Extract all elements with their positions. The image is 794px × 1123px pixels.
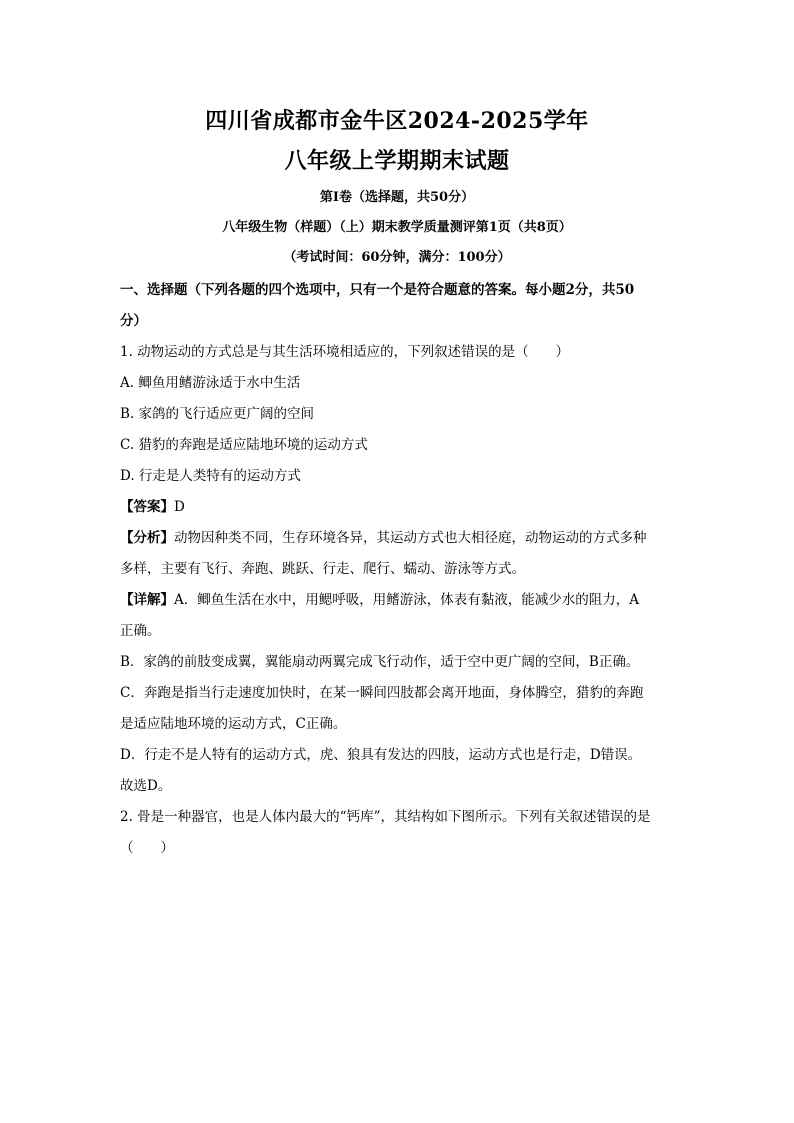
- detail-line2: 正确。: [120, 623, 161, 639]
- detail-label: 【详解】: [120, 592, 174, 608]
- question-1-option-a: A. 鲫鱼用鳍游泳适于水中生活: [120, 375, 301, 391]
- detail-text-1: A．鲫鱼生活在水中，用鳃呼吸，用鳍游泳，体表有黏液，能减少水的阻力，A: [174, 592, 639, 608]
- answer-label: 【答案】: [120, 499, 174, 515]
- answer-value: D: [174, 499, 185, 515]
- time-score-info: （考试时间：60分钟，满分：100分）: [283, 250, 511, 265]
- question-1-option-c: C. 猎豹的奔跑是适应陆地环境的运动方式: [120, 437, 368, 453]
- detail-line5: 是适应陆地环境的运动方式，C正确。: [120, 716, 347, 732]
- conclusion-line: 故选D。: [120, 778, 172, 794]
- part-heading-line2: 分）: [120, 313, 147, 329]
- question-2-stem-line2: （ ）: [120, 840, 174, 856]
- detail-line3: B．家鸽的前肢变成翼，翼能扇动两翼完成飞行动作，适于空中更广阔的空间，B正确。: [120, 654, 640, 670]
- section-heading: 第Ⅰ卷（选择题，共50分）: [319, 190, 475, 205]
- part-heading-line1: 一、选择题（下列各题的四个选项中，只有一个是符合题意的答案。每小题2分，共50: [120, 282, 635, 298]
- analysis-label: 【分析】: [120, 530, 174, 546]
- document-title-line2: 八年级上学期期末试题: [284, 148, 510, 174]
- question-1-option-b: B. 家鸽的飞行适应更广阔的空间: [120, 406, 315, 422]
- question-1-stem: 1. 动物运动的方式总是与其生活环境相适应的，下列叙述错误的是（ ）: [120, 344, 570, 360]
- detail-line1: [120, 590, 680, 610]
- question-1-option-d: D. 行走是人类特有的运动方式: [120, 468, 301, 484]
- document-title-line1: 四川省成都市金牛区2024-2025学年: [205, 108, 589, 134]
- analysis-line1: [120, 528, 680, 548]
- detail-line6: D．行走不是人特有的运动方式，虎、狼具有发达的四肢，运动方式也是行走，D错误。: [120, 747, 642, 763]
- detail-line4: C．奔跑是指当行走速度加快时，在某一瞬间四肢都会离开地面，身体腾空，猎豹的奔跑: [120, 685, 644, 701]
- analysis-line2: 多样，主要有飞行、奔跑、跳跃、行走、爬行、蠕动、游泳等方式。: [120, 561, 525, 577]
- question-2-stem-line1: 2. 骨是一种器官，也是人体内最大的“钙库”，其结构如下图所示。下列有关叙述错误的是: [120, 809, 651, 825]
- exam-info: 八年级生物（样题）（上）期末教学质量测评第1页（共8页）: [222, 220, 572, 235]
- analysis-text-1: 动物因种类不同，生存环境各异，其运动方式也大相径庭，动物运动的方式多种: [174, 530, 647, 546]
- answer-line: [120, 497, 680, 517]
